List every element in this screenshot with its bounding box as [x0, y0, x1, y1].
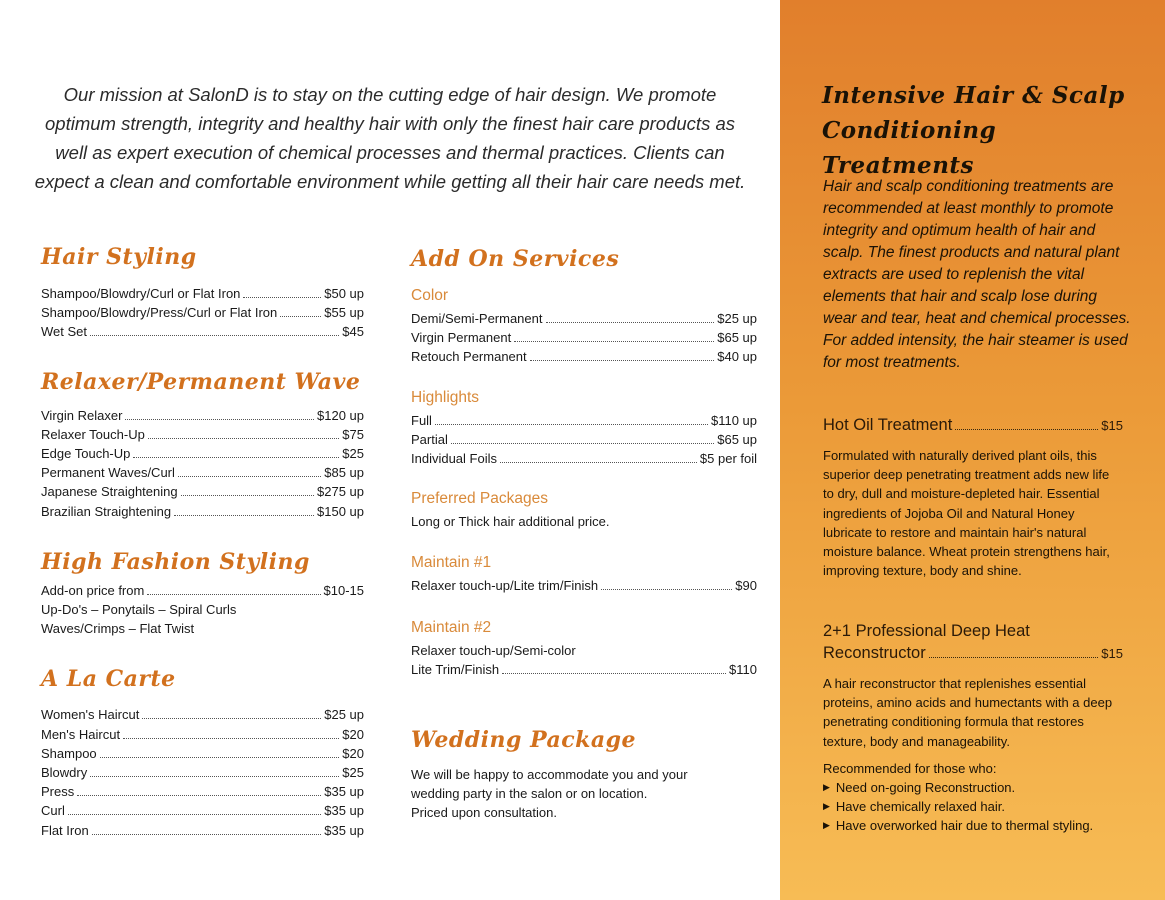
service-price: $120 up — [317, 407, 364, 423]
color-heading: Color — [411, 287, 449, 304]
price-row — [411, 347, 757, 366]
hair-styling-title: Hair Styling — [41, 244, 197, 270]
price-row — [41, 744, 364, 763]
reconstructor-header — [823, 642, 1123, 665]
wedding-line: Priced upon consultation. — [411, 805, 557, 821]
maintain1-heading: Maintain #1 — [411, 554, 492, 572]
service-price: $35 up — [324, 822, 364, 838]
list-item — [823, 816, 1123, 835]
service-label: Retouch Permanent — [411, 349, 527, 365]
service-price: $40 up — [717, 349, 757, 365]
service-label: Edge Touch-Up — [41, 446, 131, 462]
service-label: Individual Foils — [411, 451, 497, 467]
price-row — [411, 309, 757, 328]
leader-dots — [601, 589, 732, 590]
hot-oil-header — [823, 414, 1123, 437]
service-price: $10-15 — [323, 582, 364, 598]
packages-heading: Preferred Packages — [411, 490, 548, 508]
price-row — [41, 705, 364, 724]
service-label: Demi/Semi-Permanent — [411, 311, 543, 326]
price-row — [41, 581, 364, 600]
mission-statement: Our mission at SalonD is to stay on the cutting edge of hair design. We promote optimum strength, integrity and healthy hair with only the finest hair care products as well as expert execution of chemical processes and thermal practices. Clients can expect a clean and comfortable environment while getting all their hair care needs met. — [34, 84, 746, 192]
price-row — [41, 303, 364, 322]
a-la-carte-title: A La Carte — [41, 666, 176, 693]
service-label: Japanese Straightening — [41, 484, 178, 500]
treatments-title — [822, 78, 1152, 183]
price-row — [41, 463, 364, 482]
service-price: $85 up — [324, 465, 364, 481]
service-price: $35 up — [324, 784, 364, 800]
price-row — [411, 430, 757, 449]
price-row — [411, 660, 757, 679]
price-row — [411, 411, 757, 430]
reconstructor-price: $15 — [1101, 646, 1123, 661]
list-item — [823, 797, 1123, 816]
service-price: $65 up — [717, 431, 757, 447]
service-label: Relaxer touch-up/Lite trim/Finish — [411, 578, 599, 594]
price-row — [41, 725, 364, 744]
leader-dots — [546, 322, 715, 323]
a-la-carte-list — [41, 705, 364, 839]
price-row — [411, 328, 757, 347]
leader-dots — [125, 419, 314, 420]
leader-dots — [148, 438, 339, 439]
service-label: Shampoo/Blowdry/Press/Curl or Flat Iron — [41, 305, 278, 321]
leader-dots — [174, 515, 314, 516]
leader-dots — [955, 429, 1098, 430]
service-price: $20 — [342, 745, 364, 761]
service-price: $55 up — [324, 305, 364, 321]
recommended-list — [823, 778, 1123, 836]
leader-dots — [68, 814, 321, 815]
service-label: Men's Haircut — [41, 726, 121, 742]
service-price: $150 up — [317, 503, 364, 519]
service-price: $110 up — [710, 412, 757, 428]
highlights-section — [411, 388, 757, 469]
add-on-title: Add On Services — [411, 246, 620, 272]
wedding-text — [411, 765, 757, 823]
service-label: Virgin Relaxer — [41, 407, 123, 423]
service-label: Virgin Permanent — [411, 330, 512, 346]
treatments-intro: Hair and scalp conditioning treatments are recommended at least monthly to promote integrity and optimum health of hair and scalp. The finest products and natural plant extracts are used to replenish the vital elements that hair and scalp lose during wear and tear, heat and chemical processes. For added intensity, the hair steamer is used for most treatments. — [823, 178, 1131, 371]
triangle-bullet-icon: ▶ — [823, 801, 830, 812]
service-label: Curl — [41, 803, 65, 819]
leader-dots — [530, 360, 715, 361]
triangle-bullet-icon: ▶ — [823, 782, 830, 793]
leader-dots — [243, 297, 321, 298]
treatments-title-line1: Intensive Hair & Scalp — [822, 82, 1125, 109]
price-row — [41, 801, 364, 820]
price-row — [41, 406, 364, 425]
price-row — [41, 821, 364, 840]
service-price: $25 up — [324, 707, 364, 723]
service-label: Press — [41, 784, 75, 800]
leader-dots — [142, 718, 321, 719]
service-price: $20 — [342, 726, 364, 742]
hot-oil-price: $15 — [1101, 418, 1123, 433]
leader-dots — [451, 443, 714, 444]
service-price: $275 up — [317, 484, 364, 500]
bullet-text: Have overworked hair due to thermal styling. — [835, 818, 1094, 834]
wedding-line: We will be happy to accommodate you and your — [411, 767, 688, 783]
packages-section — [411, 489, 757, 531]
leader-dots — [90, 335, 339, 336]
high-fashion-line: Up-Do's – Ponytails – Spiral Curls — [41, 602, 237, 618]
service-price: $45 — [342, 324, 364, 340]
leader-dots — [929, 657, 1099, 658]
service-label: Shampoo/Blowdry/Curl or Flat Iron — [41, 286, 241, 301]
middle-column — [411, 246, 757, 823]
hot-oil-section — [823, 414, 1123, 580]
price-row — [41, 763, 364, 782]
leader-dots — [181, 495, 314, 496]
bullet-text: Have chemically relaxed hair. — [835, 799, 1005, 815]
service-label: Add-on price from — [41, 582, 145, 598]
high-fashion-line: Waves/Crimps – Flat Twist — [41, 621, 195, 637]
price-row — [41, 502, 364, 521]
service-price: $25 — [342, 765, 364, 781]
leader-dots — [90, 776, 339, 777]
list-item — [823, 778, 1123, 797]
price-row — [41, 444, 364, 463]
relaxer-list — [41, 406, 364, 521]
service-label: Blowdry — [41, 765, 88, 781]
service-price: $25 — [342, 446, 364, 462]
price-row — [411, 449, 757, 468]
price-row — [41, 284, 364, 303]
maintain1-section — [411, 553, 757, 595]
price-row — [41, 322, 364, 341]
leader-dots — [100, 757, 340, 758]
leader-dots — [147, 594, 320, 595]
treatments-sidebar — [780, 0, 1165, 900]
triangle-bullet-icon: ▶ — [823, 820, 830, 831]
leader-dots — [133, 457, 339, 458]
leader-dots — [435, 424, 708, 425]
price-row — [41, 482, 364, 501]
hot-oil-name: Hot Oil Treatment — [823, 416, 953, 434]
service-price: $75 — [342, 426, 364, 442]
service-label: Partial — [411, 431, 448, 447]
relaxer-title: Relaxer/Permanent Wave — [41, 368, 361, 395]
leader-dots — [514, 341, 714, 342]
leader-dots — [123, 738, 339, 739]
maintain2-section — [411, 618, 757, 679]
service-price: $65 up — [717, 330, 757, 346]
price-row — [411, 576, 757, 595]
leader-dots — [178, 476, 321, 477]
service-label: Shampoo — [41, 745, 97, 761]
service-price: $5 per foil — [699, 451, 757, 467]
hair-styling-list — [41, 284, 364, 342]
packages-text: Long or Thick hair additional price. — [411, 514, 610, 530]
maintain2-heading: Maintain #2 — [411, 618, 492, 636]
leader-dots — [502, 673, 726, 674]
reconstructor-description: A hair reconstructor that replenishes essential proteins, amino acids and humectants with a deep penetrating conditioning formula that restores texture, body and manageability. — [823, 676, 1113, 749]
left-column — [41, 244, 364, 840]
service-price: $110 — [729, 661, 757, 677]
leader-dots — [77, 795, 321, 796]
price-row — [41, 425, 364, 444]
wedding-title: Wedding Package — [411, 727, 637, 754]
high-fashion-title: High Fashion Styling — [41, 548, 310, 575]
service-label: Relaxer Touch-Up — [41, 426, 145, 442]
service-label: Brazilian Straightening — [41, 503, 172, 519]
high-fashion-list — [41, 581, 364, 639]
leader-dots — [280, 316, 321, 317]
leader-dots — [500, 462, 697, 463]
leader-dots — [92, 834, 322, 835]
reconstructor-name-line2: Reconstructor — [823, 644, 926, 662]
price-row — [41, 782, 364, 801]
service-label: Women's Haircut — [41, 707, 140, 723]
maintain2-line: Relaxer touch-up/Semi-color — [411, 642, 576, 658]
service-price: $35 up — [324, 803, 364, 819]
color-section — [411, 286, 757, 367]
service-label: Flat Iron — [41, 822, 89, 838]
service-price: $90 — [735, 578, 757, 594]
wedding-line: wedding party in the salon or on location. — [411, 786, 648, 802]
bullet-text: Need on-going Reconstruction. — [835, 780, 1016, 796]
recommended-label: Recommended for those who: — [823, 760, 997, 776]
reconstructor-name-line1: 2+1 Professional Deep Heat — [823, 622, 1030, 640]
service-price: $25 up — [717, 311, 757, 326]
highlights-heading: Highlights — [411, 388, 480, 406]
treatments-title-line2: Conditioning Treatments — [822, 117, 997, 179]
reconstructor-section — [823, 620, 1123, 836]
service-label: Lite Trim/Finish — [411, 661, 500, 677]
service-label: Wet Set — [41, 324, 88, 340]
service-label: Permanent Waves/Curl — [41, 465, 175, 481]
service-price: $50 up — [324, 286, 364, 301]
service-label: Full — [411, 412, 432, 428]
hot-oil-description: Formulated with naturally derived plant oils, this superior deep penetrating treatment adds new life to dry, dull and moisture-depleted hair. Essential ingredients of Jojoba Oil and Natural Honey lubricate to restore and maintain hair's natural moisture balance. Wheat protein strengthens hair, improving texture, body and shine. — [823, 448, 1110, 579]
